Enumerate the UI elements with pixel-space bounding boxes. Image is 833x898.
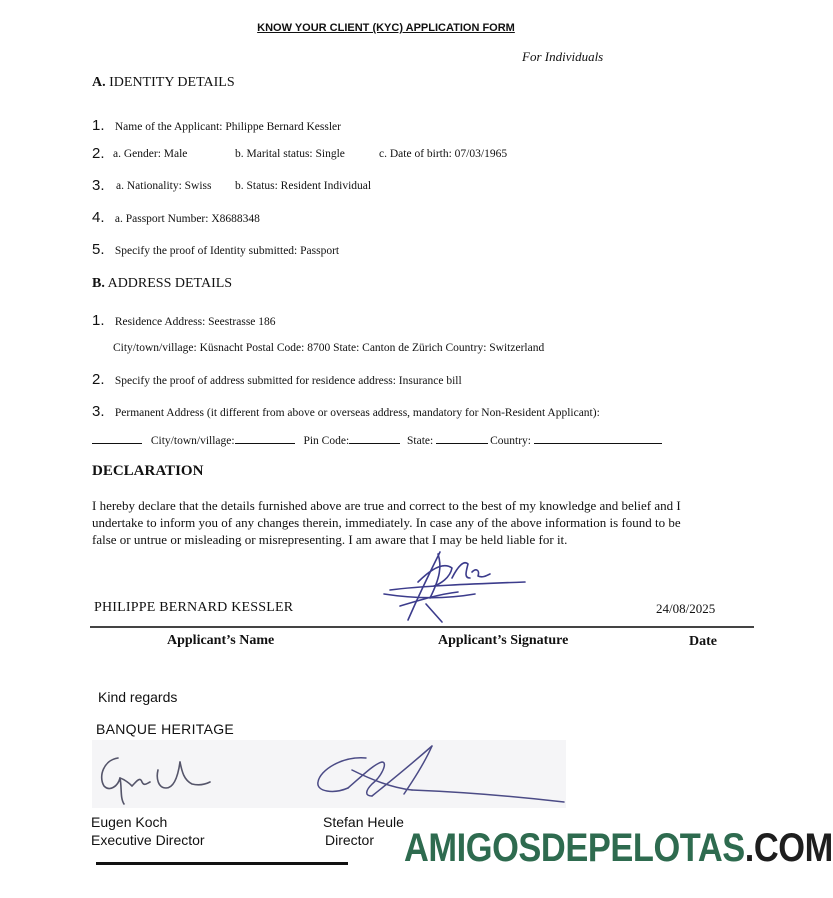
bank-name: BANQUE HERITAGE xyxy=(96,721,235,737)
residence-city-line: City/town/village: Küsnacht Postal Code: 8700 State: Canton de Zürich Country: Switzerland xyxy=(113,342,545,354)
section-b-title: ADDRESS DETAILS xyxy=(107,276,233,291)
marital-status-field: b. Marital status: Single xyxy=(235,148,345,160)
country-blank-line xyxy=(534,433,662,444)
section-b-letter: B. xyxy=(92,276,105,291)
item-number: 3. xyxy=(92,177,105,194)
permanent-address-row xyxy=(92,403,600,420)
applicant-name-field: Name of the Applicant: Philippe Bernard Kessler xyxy=(114,121,341,133)
item-number: 3. xyxy=(92,403,105,420)
applicant-name-row xyxy=(92,117,341,134)
date-label: Date xyxy=(689,634,717,649)
item-number: 5. xyxy=(92,241,105,258)
item-number: 1. xyxy=(92,117,105,134)
declaration-text: I hereby declare that the details furnished above are true and correct to the best of my knowledge and belief and I undertake to inform you of any changes therein, immediately. In case any of the above information is found to be false or untrue or misleading or misrepresenting. I am aware that I may be held liable for it. xyxy=(92,498,681,547)
pin-blank-line xyxy=(349,433,400,444)
applicant-signature-image xyxy=(380,548,530,628)
applicant-name-value: PHILIPPE BERNARD KESSLER xyxy=(94,600,294,615)
pin-blank-label: Pin Code: xyxy=(303,435,350,447)
city-blank-label: City/town/village: xyxy=(150,435,235,447)
applicant-signature-label: Applicant’s Signature xyxy=(438,633,569,648)
applicant-name-label: Applicant’s Name xyxy=(167,633,275,648)
signatory-2-title: Director xyxy=(325,832,375,848)
state-blank-label: State: xyxy=(407,435,434,447)
identity-proof-row xyxy=(92,241,339,258)
signatory-2-name: Stefan Heule xyxy=(323,814,404,830)
passport-number-field: a. Passport Number: X8688348 xyxy=(114,213,260,225)
section-a-letter: A. xyxy=(92,75,106,90)
state-blank-line xyxy=(436,433,488,444)
declaration-heading: DECLARATION xyxy=(92,463,204,479)
signature-rule xyxy=(90,626,754,628)
section-b-heading xyxy=(92,276,232,292)
form-title: KNOW YOUR CLIENT (KYC) APPLICATION FORM xyxy=(257,22,515,34)
watermark-logo xyxy=(404,826,833,871)
section-a-heading xyxy=(92,75,235,91)
section-a-title: IDENTITY DETAILS xyxy=(109,75,235,90)
signatory-1-name: Eugen Koch xyxy=(91,814,168,830)
country-blank-label: Country: xyxy=(490,435,531,447)
permanent-address-blanks xyxy=(92,433,662,447)
gender-row-number xyxy=(92,145,112,162)
passport-row xyxy=(92,209,260,226)
form-subtitle: For Individuals xyxy=(522,49,604,64)
address-proof-row xyxy=(92,371,462,388)
address-proof-field: Specify the proof of address submitted for residence address: Insurance bill xyxy=(114,375,462,387)
item-number: 1. xyxy=(92,312,105,329)
closing-regards: Kind regards xyxy=(98,689,178,705)
signatory-1-title: Executive Director xyxy=(91,832,205,848)
nationality-row-number xyxy=(92,177,112,194)
eugen-koch-signature-image xyxy=(96,748,216,808)
permanent-address-field: Permanent Address (it different from above or overseas address, mandatory for Non-Resident Applicant): xyxy=(114,407,600,419)
signature-date-value: 24/08/2025 xyxy=(656,601,716,616)
identity-proof-field: Specify the proof of Identity submitted: Passport xyxy=(114,245,340,257)
blank-line xyxy=(92,433,142,444)
residence-address-field: Residence Address: Seestrasse 186 xyxy=(114,316,276,328)
bottom-rule xyxy=(96,862,348,865)
item-number: 4. xyxy=(92,209,105,226)
item-number: 2. xyxy=(92,371,105,388)
stefan-heule-signature-image xyxy=(312,740,568,810)
nationality-field: a. Nationality: Swiss xyxy=(116,180,212,192)
gender-field: a. Gender: Male xyxy=(113,148,188,160)
resident-status-field: b. Status: Resident Individual xyxy=(235,180,372,192)
watermark-tld-text: .COM xyxy=(744,826,833,870)
item-number: 2. xyxy=(92,145,105,162)
date-of-birth-field: c. Date of birth: 07/03/1965 xyxy=(379,148,508,160)
residence-address-row xyxy=(92,312,276,329)
city-blank-line xyxy=(235,433,295,444)
watermark-main-text: AMIGOSDEPELOTAS xyxy=(404,826,745,870)
